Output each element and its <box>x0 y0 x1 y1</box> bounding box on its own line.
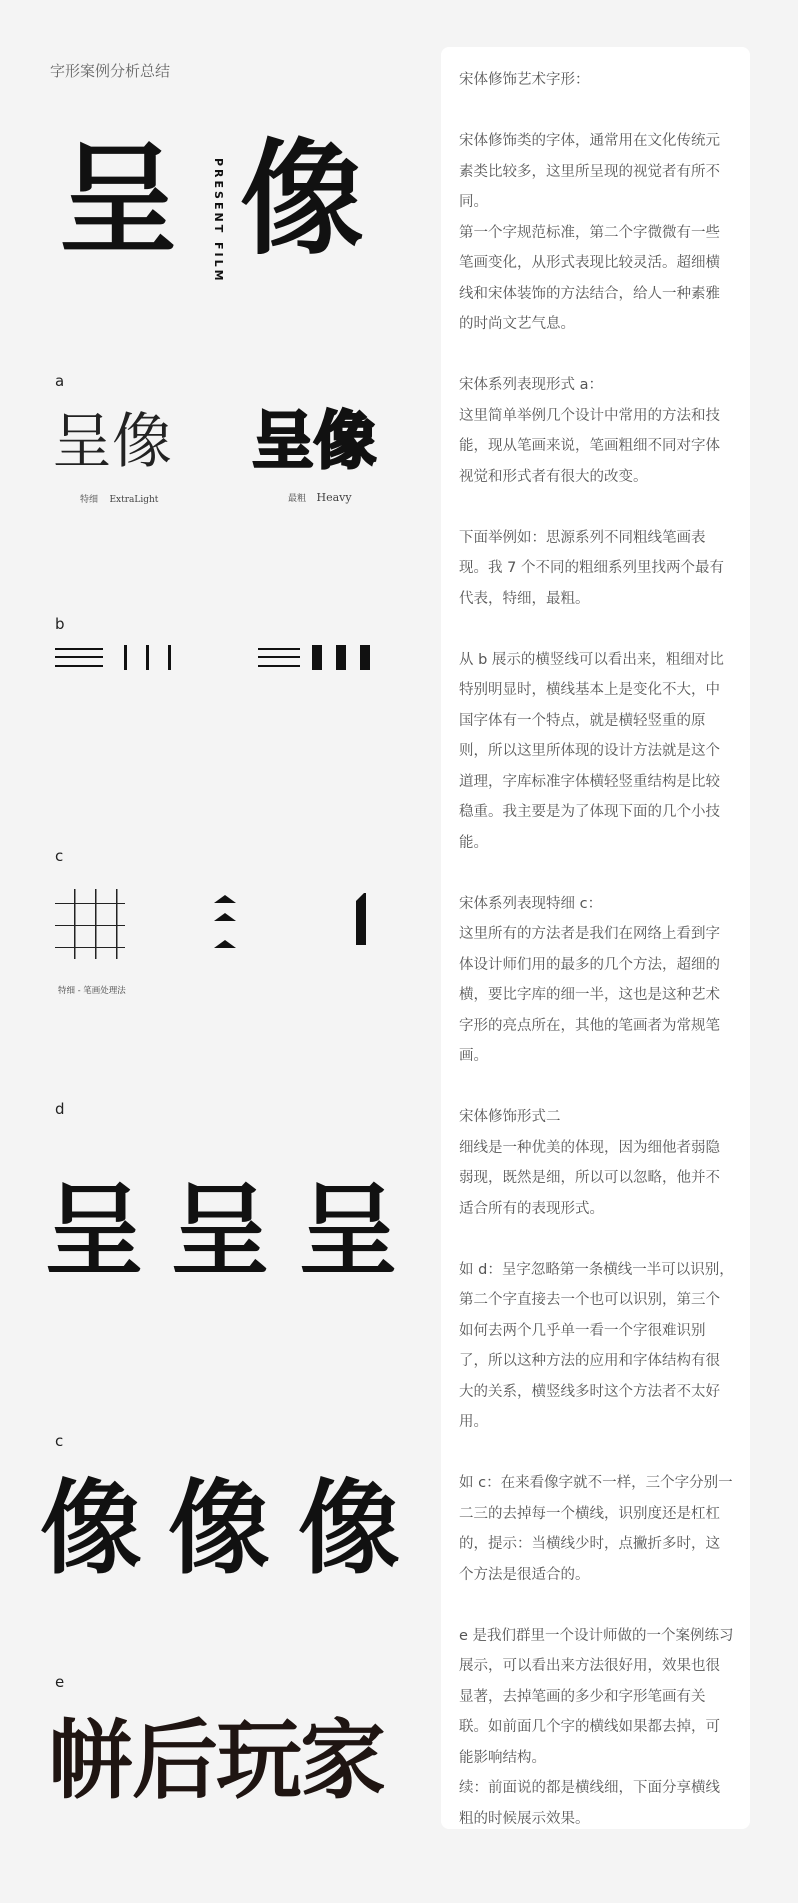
section-a-heavy-caption <box>288 491 352 504</box>
panel-paragraph <box>459 96 734 127</box>
section-e-glyphs: 帡后玩家 <box>48 1710 384 1811</box>
panel-paragraph <box>459 1072 734 1103</box>
heavy-caption-cn: 最粗 <box>288 494 307 504</box>
section-c2-label: c <box>55 1432 64 1450</box>
panel-paragraph: 续：前面说的都是横线细，下面分享横线粗的时候展示效果。 <box>459 1780 720 1827</box>
section-a-heavy-glyphs: 呈像 <box>252 404 377 477</box>
description-panel <box>441 47 750 1829</box>
triangle-stroke-2 <box>214 913 236 921</box>
panel-paragraph: 下面举例如：思源系列不同粗线笔画表现。我 7 个不同的粗细系列里找两个最有代表，特细，最粗。 <box>459 529 724 607</box>
heavy-horizontal-line-2 <box>258 656 300 658</box>
panel-paragraph: 如 c：在来看像字就不一样，三个字分别一二三的去掉每一个横线，识别度还是杠杠的，提示：当横线少时，点撇折多时，这个方法是很适合的。 <box>459 1475 733 1583</box>
triangle-stroke-1 <box>214 895 236 903</box>
thin-vertical-line-2 <box>146 645 149 670</box>
panel-paragraph: e 是我们群里一个设计师做的一个案例练习展示，可以看出来方法很好用，效果也很显著，去掉笔画的多少和字形笔画有关联。如前面几个字的横线如果都去掉，可能影响结构。 <box>459 1627 734 1766</box>
panel-paragraph: 如 d：呈字忽略第一条横线一半可以识别，第二个字直接去一个也可以识别，第三个如何去两个几乎单一看一个字很难识别了，所以这种方法的应用和字体结构有很大的关系，横竖线多时这个方法者不太好用。 <box>459 1261 734 1430</box>
section-e-label: e <box>55 1673 65 1691</box>
panel-paragraph <box>459 340 734 371</box>
section-d-glyph-2: 呈 <box>170 1171 270 1289</box>
page-title: 字形案例分析总结 <box>50 62 171 80</box>
heavy-vertical-bar-3 <box>360 645 370 670</box>
serif-vertical-stroke <box>356 893 366 945</box>
panel-paragraph: 宋体修饰类的字体，通常用在文化传统元素类比较多，这里所呈现的视觉者有所不同。 <box>459 133 720 210</box>
section-d-glyph-1: 呈 <box>44 1171 144 1289</box>
panel-paragraph <box>459 492 734 523</box>
panel-paragraph <box>459 1438 734 1469</box>
panel-paragraph: 宋体修饰形式二 <box>459 1109 561 1125</box>
panel-paragraph: 宋体修饰艺术字形： <box>459 72 590 88</box>
panel-paragraph <box>459 1590 734 1621</box>
thin-horizontal-line-3 <box>55 665 103 667</box>
section-c2-glyph-1: 像 <box>40 1469 142 1589</box>
section-b-label: b <box>55 615 65 633</box>
panel-paragraph <box>459 614 734 645</box>
panel-paragraph <box>459 858 734 889</box>
panel-paragraph <box>459 1224 734 1255</box>
section-d-glyph-3: 呈 <box>298 1171 398 1289</box>
hero-glyph-xiang: 像 <box>240 127 365 272</box>
heavy-vertical-bar-2 <box>336 645 346 670</box>
heavy-vertical-bar-1 <box>312 645 322 670</box>
section-c2-glyph-2: 像 <box>168 1469 270 1589</box>
thin-vertical-line-1 <box>124 645 127 670</box>
panel-paragraph: 细线是一种优美的体现，因为细他者弱隐弱现，既然是细，所以可以忽略，他并不适合所有的表现形式。 <box>459 1139 720 1217</box>
section-a-label: a <box>55 372 65 390</box>
light-caption-en: ExtraLight <box>109 495 159 505</box>
thin-horizontal-line-2 <box>55 656 103 658</box>
description-text <box>459 65 734 1834</box>
panel-paragraph: 第一个字规范标准，第二个字微微有一些笔画变化，从形式表现比较灵活。超细横线和宋体装饰的方法结合，给人一种素雅的时尚文艺气息。 <box>459 224 720 332</box>
thin-vertical-line-3 <box>168 645 171 670</box>
stroke-weight-comparison <box>0 640 440 680</box>
panel-paragraph: 从 b 展示的横竖线可以看出来，粗细对比特别明显时，横线基本上是变化不大，中国字体有一个特点，就是横轻竖重的原则，所以这里所体现的设计方法就是这个道理，字库标准字体横轻竖重结构是比较稳重。我主要是为了体现下面的几个小技能。 <box>459 651 724 851</box>
triangle-stroke-3 <box>214 940 236 948</box>
panel-paragraph: 宋体系列表现形式 a： <box>459 377 603 393</box>
vertical-text-present: PRESENT <box>212 158 225 236</box>
panel-paragraph: 宋体系列表现特细 c： <box>459 895 603 912</box>
vertical-text-film: FILM <box>212 242 225 284</box>
hero-glyph-cheng: 呈 <box>58 129 178 270</box>
heavy-horizontal-line-1 <box>258 648 300 650</box>
section-d-label: d <box>55 1100 65 1118</box>
hero-vertical-text <box>212 158 225 284</box>
section-c2-glyph-3: 像 <box>298 1469 400 1589</box>
grid-stroke-demo <box>0 885 440 965</box>
panel-paragraph: 这里简单举例几个设计中常用的方法和技能，现从笔画来说，笔画粗细不同对字体视觉和形式者有很大的改变。 <box>459 407 720 485</box>
section-c1-caption: 特细 - 笔画处理法 <box>58 986 126 996</box>
light-caption-cn: 特细 <box>80 495 99 505</box>
heavy-horizontal-line-3 <box>258 665 300 667</box>
panel-paragraph: 这里所有的方法者是我们在网络上看到字体设计师们用的最多的几个方法，超细的横，要比字库的细一半，这也是这种艺术字形的亮点所在，其他的笔画者为常规笔画。 <box>459 926 720 1064</box>
section-c1-label: c <box>55 847 64 865</box>
thin-horizontal-line-1 <box>55 648 103 650</box>
heavy-caption-en: Heavy <box>316 491 352 504</box>
section-a-light-glyphs: 呈像 <box>52 407 172 477</box>
section-a-light-caption <box>80 492 158 505</box>
